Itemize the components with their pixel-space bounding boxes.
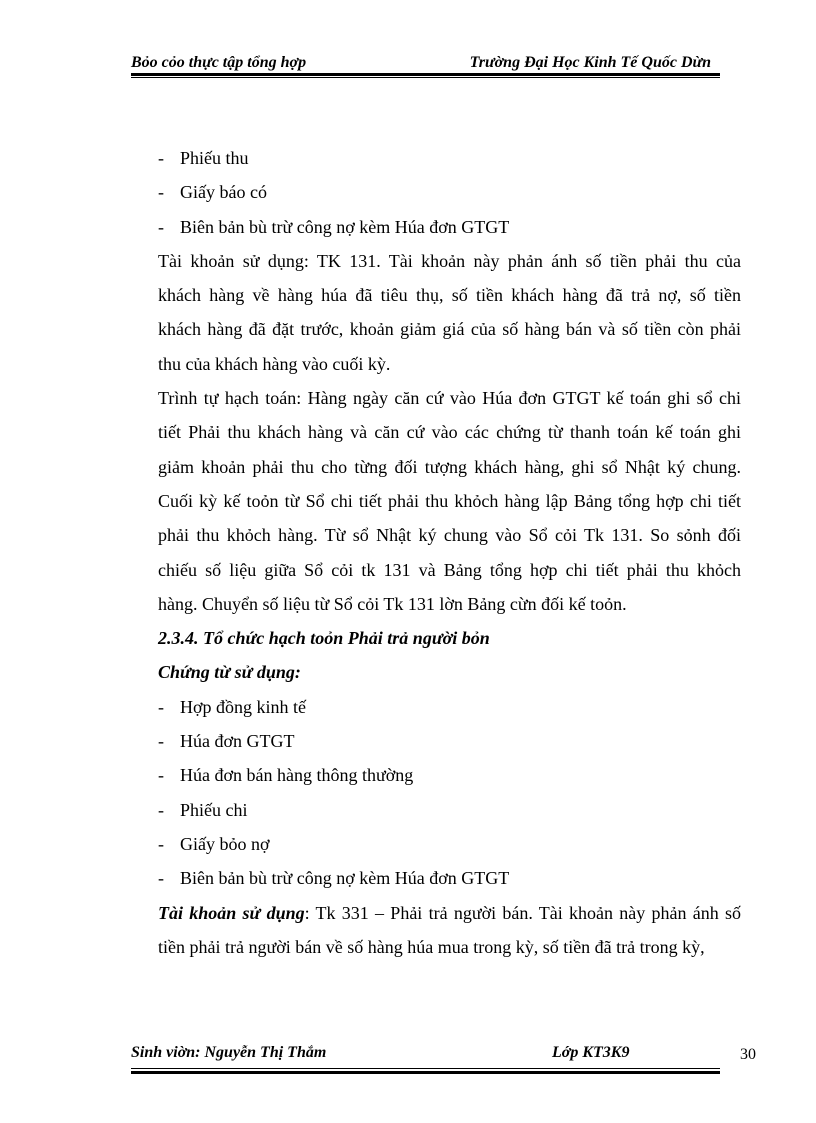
paragraph-line: chiếu số liệu giữa Sổ cỏi tk 131 và Bảng tổng hợp chi tiết phải thu khỏch [158,559,741,580]
paragraph-line [158,896,741,930]
paragraph-line: Tài khoản sử dụng: TK 131. Tài khoản này phản ánh số tiền phải thu của [158,250,741,271]
paragraph-line: giảm khoản phải thu cho từng đối tượng khách hàng, ghi sổ Nhật ký chung. [158,456,741,477]
list-item-text: Biên bản bù trừ công nợ kèm Húa đơn GTGT [180,868,510,889]
header-rule-thick [131,73,720,76]
header-report-title: Bỏo cỏo thực tập tổng hợp [131,54,307,71]
list-item-text: Phiếu thu [180,148,249,168]
paragraph-line: phải thu khỏch hàng. Từ sổ Nhật ký chung vào Sổ cỏi Tk 131. So sỏnh đối [158,525,741,546]
page-footer [131,1040,720,1076]
header-rule-thin [131,77,720,78]
page-header [131,51,720,73]
list-item-text: Húa đơn GTGT [180,731,295,752]
list-item-text: Phiếu chi [180,799,248,820]
paragraph-line: thu của khách hàng vào cuối kỳ. [158,353,391,374]
footer-rule-thick [131,1071,720,1074]
account-label: Tài khoản sử dụng [158,902,305,923]
list-item: - Phiếu chi [158,793,741,827]
list-item: - Biên bản bù trừ công nợ kèm Húa đơn GTGT [158,861,741,895]
footer-student: Sinh viờn: Nguyễn Thị Thắm [131,1044,327,1061]
footer-rule-thin [131,1068,720,1069]
account-text: : Tk 331 – Phải trả người bán. Tài khoản này phản ánh số [304,902,742,923]
paragraph-line: Cuối kỳ kế toỏn từ Sổ chi tiết phải thu khỏch hàng lập Bảng tổng hợp chi tiết [158,490,741,511]
list-item-text: Hợp đồng kinh tế [180,696,307,717]
paragraph-line: Trình tự hạch toán: Hàng ngày căn cứ vào Húa đơn GTGT kế toán ghi sổ chi [158,388,741,409]
list-item-text: Húa đơn bán hàng thông thường [180,765,414,786]
paragraph-line: tiền phải trả người bán về số hàng húa mua trong kỳ, số tiền đã trả trong kỳ, [158,936,705,957]
list-item: - Hợp đồng kinh tế [158,690,741,724]
header-university: Trường Đại Học Kinh Tế Quốc Dừn [469,54,711,71]
page-number: 30 [740,1046,756,1063]
list-item: - Húa đơn GTGT [158,724,741,758]
paragraph-line: hàng. Chuyển số liệu từ Sổ cỏi Tk 131 lờn Bảng cừn đối kế toỏn. [158,593,627,614]
list-item: - Giấy báo có [158,175,741,209]
paragraph-line: khách hàng đã đặt trước, khoản giảm giá của số hàng bán và số tiền còn phải [158,319,741,340]
list-item: - Biên bản bù trừ công nợ kèm Húa đơn GTGT [158,210,741,244]
list-item: - Phiếu thu [158,141,741,175]
paragraph-line: khách hàng về hàng húa đã tiêu thụ, số tiền khách hàng đã trả nợ, số tiền [158,285,741,306]
section-heading: 2.3.4. Tổ chức hạch toỏn Phải trả người bỏn [158,628,490,649]
list-item-text: Giấy bỏo nợ [180,833,270,854]
list-item-text: Giấy báo có [180,182,267,203]
footer-class: Lớp KT3K9 [552,1044,630,1061]
paragraph-line: tiết Phải thu khách hàng và căn cứ vào các chứng từ thanh toán kế toán ghi [158,422,741,443]
list-item: - Húa đơn bán hàng thông thường [158,758,741,792]
document-body [158,141,741,964]
list-item: - Giấy bỏo nợ [158,827,741,861]
list-item-text: Biên bản bù trừ công nợ kèm Húa đơn GTGT [180,216,510,237]
sub-heading: Chứng từ sử dụng: [158,662,301,683]
